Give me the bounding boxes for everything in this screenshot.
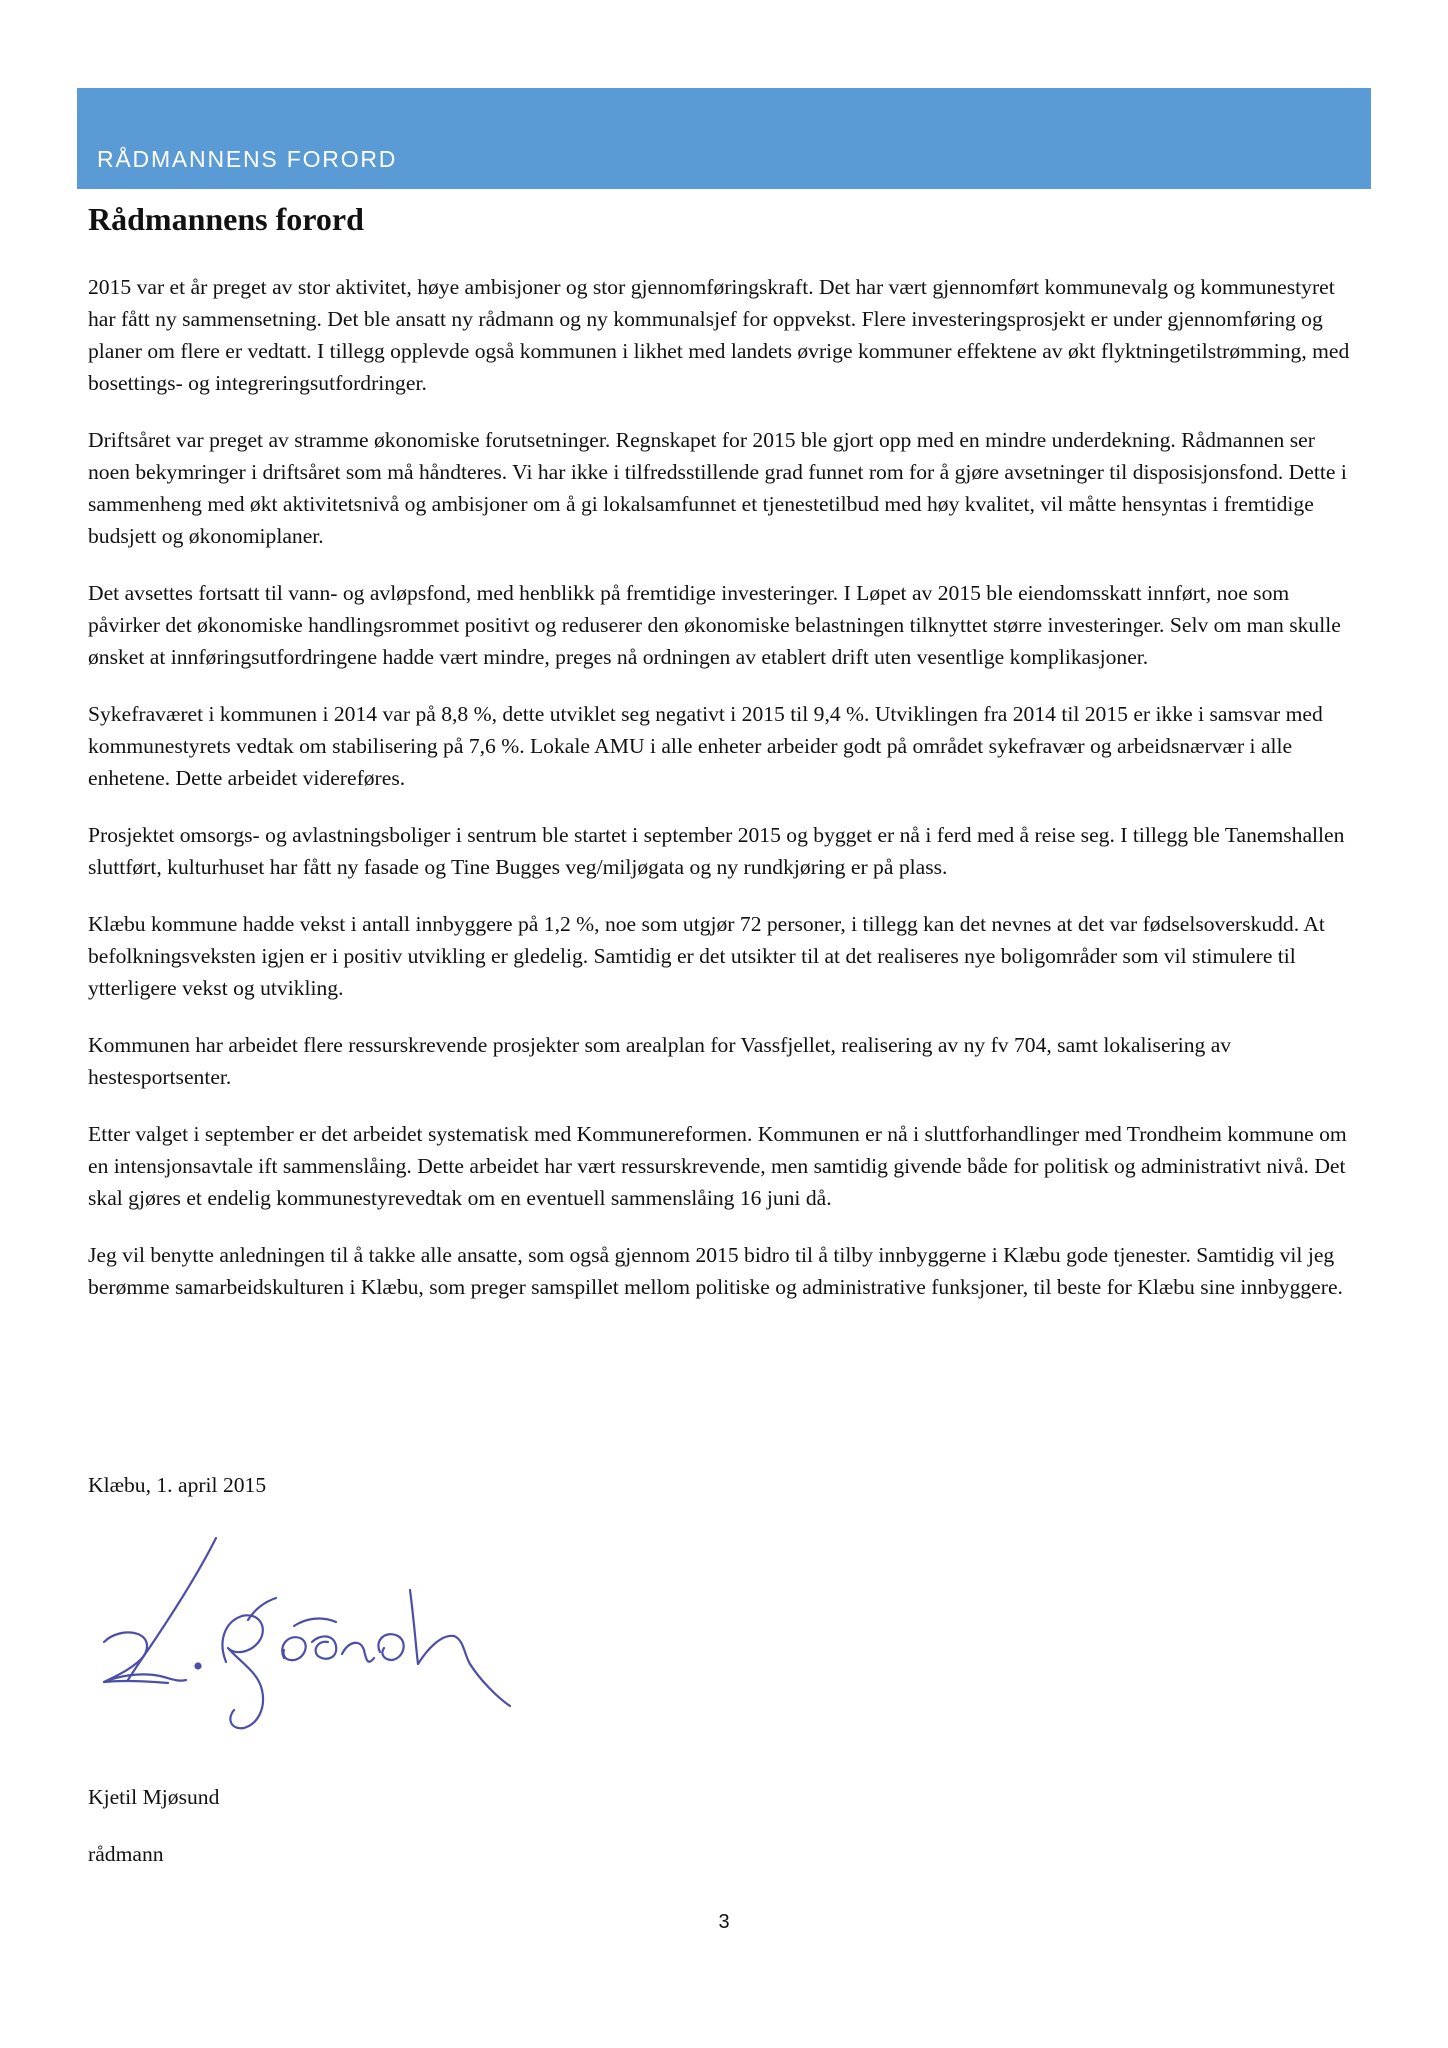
- page-title: Rådmannens forord: [88, 201, 364, 237]
- paragraph-4: Sykefraværet i kommunen i 2014 var på 8,8 %, dette utviklet seg negativt i 2015 til 9,4 %. Utviklingen fra 2014 til 2015 er ikke i samsvar med kommunestyrets vedtak om stabilisering på 7,6 %. Lokale AMU i alle enheter arbeider godt på området sykefravær og arbeidsnærvær i alle enhetene. Dette arbeidet videreføres.: [88, 702, 1323, 790]
- paragraph-3: Det avsettes fortsatt til vann- og avløpsfond, med henblikk på fremtidige investeringer. I Løpet av 2015 ble eiendomsskatt innført, noe som påvirker det økonomiske handlingsrommet positivt og reduserer den økonomiske belastningen tilknyttet større investeringer. Selv om man skulle ønsket at innføringsutfordringene hadde vært mindre, preges nå ordningen av etablert drift uten vesentlige komplikasjoner.: [88, 581, 1341, 669]
- page-number: 3: [718, 1911, 730, 1933]
- paragraph-9: Jeg vil benytte anledningen til å takke alle ansatte, som også gjennom 2015 bidro til å tilby innbyggerne i Klæbu gode tjenester. Samtidig vil jeg berømme samarbeidskulturen i Klæbu, som preger samspillet mellom politiske og administrative funksjoner, til beste for Klæbu sine innbyggere.: [88, 1243, 1343, 1299]
- paragraph-2: Driftsåret var preget av stramme økonomiske forutsetninger. Regnskapet for 2015 ble gjort opp med en mindre underdekning. Rådmannen ser noen bekymringer i driftsåret som må håndteres. Vi har ikke i tilfredsstillende grad funnet rom for å gjøre avsetninger til disposisjonsfond. Dette i sammenheng med økt aktivitetsnivå og ambisjoner om å gi lokalsamfunnet et tjenestetilbud med høy kvalitet, vil måtte hensyntas i fremtidige budsjett og økonomiplaner.: [88, 428, 1347, 548]
- paragraph-6: Klæbu kommune hadde vekst i antall innbyggere på 1,2 %, noe som utgjør 72 personer, i tillegg kan det nevnes at det var fødselsoverskudd. At befolkningsveksten igjen er i positiv utvikling er gledelig. Samtidig er det utsikter til at det realiseres nye boligområder som vil stimulere til ytterligere vekst og utvikling.: [88, 912, 1325, 1000]
- signer-title: rådmann: [88, 1842, 164, 1866]
- handwritten-signature-icon: [98, 1530, 528, 1750]
- section-header-label: RÅDMANNENS FORORD: [97, 146, 398, 172]
- paragraph-1: 2015 var et år preget av stor aktivitet, høye ambisjoner og stor gjennomføringskraft. Det har vært gjennomført kommunevalg og kommunestyret har fått ny sammensetning. Det ble ansatt ny rådmann og ny kommunalsjef for oppvekst. Flere investeringsprosjekt er under gjennomføring og planer om flere er vedtatt. I tillegg opplevde også kommunen i likhet med landets øvrige kommuner effektene av økt flyktningetilstrømming, med bosettings- og integreringsutfordringer.: [88, 275, 1350, 395]
- closing-place-date: Klæbu, 1. april 2015: [88, 1473, 267, 1497]
- body-text: [88, 271, 1360, 1328]
- paragraph-8: Etter valget i september er det arbeidet systematisk med Kommunereformen. Kommunen er nå i sluttforhandlinger med Trondheim kommune om en intensjonsavtale ift sammenslåing. Dette arbeidet har vært ressurskrevende, men samtidig givende både for politisk og administrativt nivå. Det skal gjøres et endelig kommunestyrevedtak om en eventuell sammenslåing 16 juni då.: [88, 1122, 1347, 1210]
- section-header-band: [77, 88, 1371, 189]
- signer-name: Kjetil Mjøsund: [88, 1785, 220, 1809]
- paragraph-7: Kommunen har arbeidet flere ressurskrevende prosjekter som arealplan for Vassfjellet, realisering av ny fv 704, samt lokalisering av hestesportsenter.: [88, 1033, 1232, 1089]
- paragraph-5: Prosjektet omsorgs- og avlastningsboliger i sentrum ble startet i september 2015 og bygget er nå i ferd med å reise seg. I tillegg ble Tanemshallen sluttført, kulturhuset har fått ny fasade og Tine Bugges veg/miljøgata og ny rundkjøring er på plass.: [88, 823, 1345, 879]
